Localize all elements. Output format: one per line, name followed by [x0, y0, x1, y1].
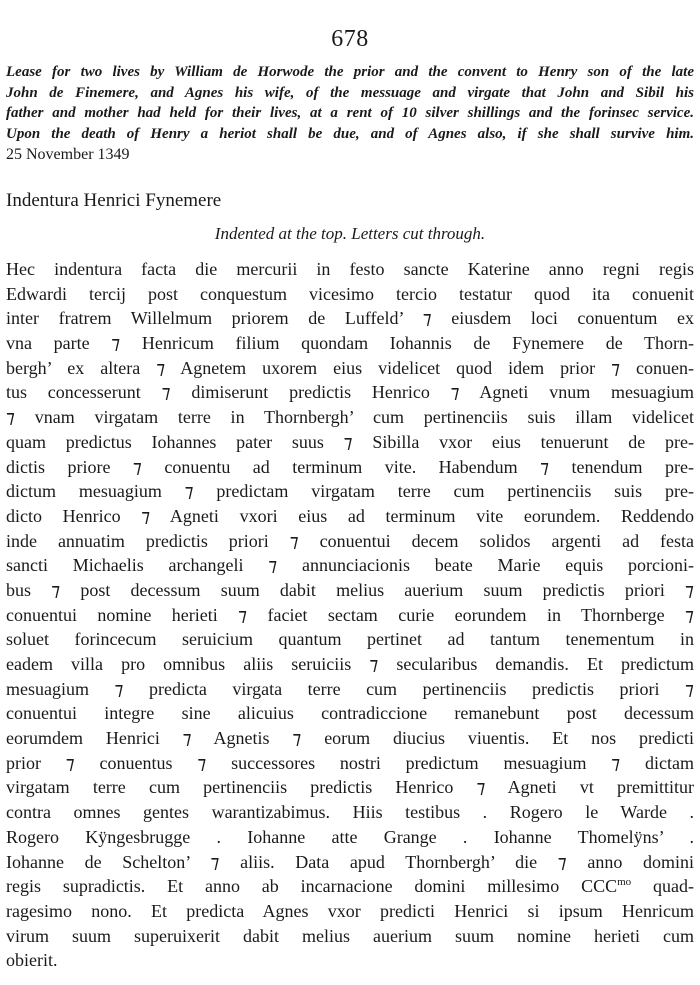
document-date: 25 November 1349 [6, 146, 130, 163]
body-line: bus ⁊ post decessum suum dabit melius auerium suum predictis priori ⁊ [6, 579, 694, 600]
body-line: virum suum superuixerit dabit melius auerium suum nomine herieti cum [6, 925, 694, 946]
body-line: Iohanne de Schelton’ ⁊ aliis. Data apud Thornbergh’ die ⁊ anno domini [6, 851, 694, 872]
body-line: vna parte ⁊ Henricum filium quondam Iohannis de Fynemere de Thorn- [6, 333, 694, 354]
body-line: mesuagium ⁊ predicta virgata terre cum pertinenciis predictis priori ⁊ [6, 678, 694, 699]
body-line: conuentui integre sine alicuius contradiccione remanebunt post decessum [6, 703, 694, 724]
body-line: prior ⁊ conuentus ⁊ successores nostri predictum mesuagium ⁊ dictam [6, 752, 694, 773]
body-line: eorumdem Henrici ⁊ Agnetis ⁊ eorum diucius viuentis. Et nos predicti [6, 728, 694, 749]
body-line: dictum mesuagium ⁊ predictam virgatam terre cum pertinenciis suis pre- [6, 481, 694, 502]
body-line: bergh’ ex altera ⁊ Agnetem uxorem eius videlicet quod idem prior ⁊ conuen- [6, 357, 694, 378]
body-line: regis supradictis. Et anno ab incarnacione domini millesimo $CCC^{mo}$ quad- [6, 876, 694, 897]
document-summary [6, 62, 694, 144]
summary-line: Lease for two lives by William de Horwode the prior and the convent to Henry son of the late [6, 64, 694, 80]
body-line: inde annuatim predictis priori ⁊ conuentui decem solidos argenti ad festa [6, 530, 694, 551]
document-body [6, 257, 694, 973]
body-line: tus concesserunt ⁊ dimiserunt predictis Henrico ⁊ Agneti vnum mesuagium [6, 382, 694, 403]
body-line: eadem villa pro omnibus aliis seruiciis ⁊ secularibus demandis. Et predictum [6, 654, 694, 674]
body-line: soluet forincecum seruicium quantum pertinet ad tantum tenementum in [6, 629, 694, 650]
summary-line: Upon the death of Henry a heriot shall be due, and of Agnes also, if she shall survive him. [6, 125, 694, 142]
body-line: ragesimo nono. Et predicta Agnes vxor predicti Henrici si ipsum Henricum [6, 900, 694, 921]
body-line: conuentui nomine herieti ⁊ faciet sectam curie eorundem in Thornberge ⁊ [6, 604, 694, 625]
body-line: dicto Henrico ⁊ Agneti vxori eius ad terminum vite eorundem. Reddendo [6, 505, 694, 526]
editorial-note: Indented at the top. Letters cut through. [214, 224, 486, 243]
body-line: quam predictus Iohannes pater suus ⁊ Sibilla vxor eius tenuerunt de pre- [6, 431, 694, 452]
body-line: contra omnes gentes warantizabimus. Hiis testibus . Rogero le Warde . [6, 802, 694, 823]
page-number: 678 [331, 26, 369, 52]
document-heading: Indentura Henrici Fynemere [6, 190, 222, 211]
body-line: ⁊ vnam virgatam terre in Thornbergh’ cum pertinenciis suis illam videlicet [6, 407, 694, 428]
body-line: inter fratrem Willelmum priorem de Luffeld’ ⁊ eiusdem loci conuentum ex [6, 308, 694, 329]
body-line: virgatam terre cum pertinenciis predictis Henrico ⁊ Agneti vt premittitur [6, 777, 694, 798]
body-line: sancti Michaelis archangeli ⁊ annunciacionis beate Marie equis porcioni- [6, 555, 694, 576]
body-line: Hec indentura facta die mercurii in festo sancte Katerine anno regni regis [6, 259, 694, 279]
body-line: Edwardi tercij post conquestum vicesimo tercio testatur quod ita conuenit [6, 283, 694, 304]
summary-line: father and mother had held for their lives, at a rent of 10 silver shillings and the forinsec service. [6, 105, 694, 121]
body-line: Rogero Kÿngesbrugge . Iohanne atte Grange . Iohanne Thomelÿns’ . [6, 826, 694, 847]
body-line: obierit. [6, 950, 58, 971]
summary-line: John de Finemere, and Agnes his wife, of the messuage and virgate that John and Sibil his [6, 84, 694, 101]
body-line: dictis priore ⁊ conuentu ad terminum vite. Habendum ⁊ tenendum pre- [6, 456, 694, 477]
